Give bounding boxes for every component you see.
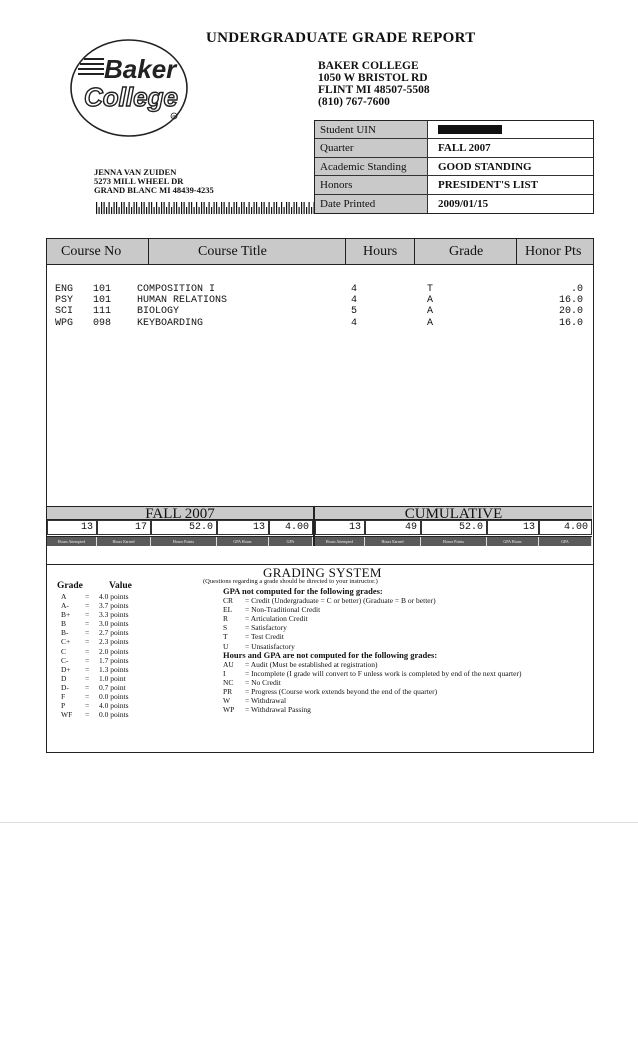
info-label: Honors xyxy=(315,176,428,193)
grade-scale-row xyxy=(57,692,177,701)
course-title: HUMAN RELATIONS xyxy=(137,295,228,307)
grade-value: 3.7 points xyxy=(99,601,129,611)
course-table xyxy=(46,238,594,565)
course-num: 098 xyxy=(93,317,112,329)
course-rows xyxy=(47,284,593,329)
student-address xyxy=(94,168,214,195)
grade-letter: P xyxy=(61,701,66,711)
grade-equals: = xyxy=(85,610,90,620)
grade-code-row xyxy=(223,614,583,623)
cum-gpa: 4.00 xyxy=(539,520,592,535)
grade-code-desc: = Articulation Credit xyxy=(245,614,308,624)
course-dept: SCI xyxy=(55,306,74,318)
grade-code-desc: = Test Credit xyxy=(245,632,284,642)
grade-letter: B- xyxy=(61,628,69,638)
term-totals-column-labels xyxy=(47,536,313,546)
col-label: GPA Hours xyxy=(217,537,269,546)
grade-equals: = xyxy=(85,601,90,611)
col-label: GPA xyxy=(269,537,313,546)
grade-equals: = xyxy=(85,664,90,674)
course-honor-pts: 20.0 xyxy=(558,306,583,318)
course-grade: A xyxy=(427,295,434,307)
grade-equals: = xyxy=(85,646,90,656)
college-name: BAKER COLLEGE xyxy=(318,60,419,72)
grade-code: I xyxy=(223,668,226,678)
grade-scale-row xyxy=(57,628,177,637)
grade-equals: = xyxy=(85,673,90,683)
grading-section-heading: GPA not computed for the following grades: xyxy=(223,586,383,596)
grading-section-heading: Hours and GPA are not computed for the following grades: xyxy=(223,649,438,660)
col-label: Honor Points xyxy=(151,537,217,546)
grade-code-desc: = Satisfactory xyxy=(245,623,287,633)
course-grade: A xyxy=(427,306,434,318)
grade-code-desc: = Credit (Undergraduate = C or better) (Graduate = B or better) xyxy=(245,596,436,606)
course-row xyxy=(47,295,593,306)
term-hours-earned: 17 xyxy=(97,520,151,535)
grade-scale-row xyxy=(57,710,177,719)
grade-equals: = xyxy=(85,619,90,629)
info-value: PRESIDENT'S LIST xyxy=(438,179,538,192)
header-grade: Grade xyxy=(449,244,484,259)
college-street: 1050 W BRISTOL RD xyxy=(318,72,428,84)
grade-scale xyxy=(57,592,177,719)
course-num: 111 xyxy=(93,306,112,318)
col-label: Hours Attempted xyxy=(47,537,97,546)
grade-code-desc: = Audit (Must be established at registration) xyxy=(245,659,378,669)
course-num: 101 xyxy=(93,284,112,295)
grade-scale-row xyxy=(57,701,177,710)
cum-hours-earned: 49 xyxy=(365,520,421,535)
grade-code: WP xyxy=(223,705,235,715)
grade-value: 0.7 point xyxy=(99,682,126,692)
cumulative-totals-column-labels xyxy=(315,536,592,546)
grade-code: W xyxy=(223,696,231,706)
grade-equals: = xyxy=(85,682,90,692)
grade-equals: = xyxy=(85,628,90,638)
grade-scale-row xyxy=(57,647,177,656)
course-num: 101 xyxy=(93,295,112,307)
header-course-title: Course Title xyxy=(198,244,267,259)
svg-text:R: R xyxy=(172,114,176,119)
info-value: GOOD STANDING xyxy=(438,160,532,173)
grade-letter: C xyxy=(61,646,67,656)
logo-word-baker: Baker xyxy=(104,54,177,84)
grade-value: 0.0 points xyxy=(99,710,129,720)
grade-code-row xyxy=(223,696,583,705)
info-row-honors xyxy=(315,176,593,194)
grade-code: R xyxy=(223,614,229,624)
term-hours-attempted: 13 xyxy=(47,520,97,535)
college-phone: (810) 767-7600 xyxy=(318,96,390,108)
grade-letter: B+ xyxy=(61,610,71,620)
course-grade: A xyxy=(427,317,434,329)
info-label: Quarter xyxy=(315,139,428,156)
grade-code-row xyxy=(223,687,583,696)
grade-code-desc: = Withdrawal xyxy=(245,696,287,706)
grade-letter: B xyxy=(61,619,67,629)
grade-code: NC xyxy=(223,677,234,687)
header-course-no: Course No xyxy=(61,244,122,259)
grade-code-desc: = No Credit xyxy=(245,677,281,687)
term-gpa-hours: 13 xyxy=(217,520,269,535)
grade-letter: A xyxy=(61,592,67,601)
grade-code-row xyxy=(223,632,583,641)
grade-code-desc: = Unsatisfactory xyxy=(245,641,295,651)
grade-scale-row xyxy=(57,683,177,692)
col-label: Hours Earned xyxy=(97,537,151,546)
grade-value: 1.3 points xyxy=(99,664,129,674)
cum-hours-attempted: 13 xyxy=(315,520,365,535)
course-title: COMPOSITION I xyxy=(137,284,216,295)
college-city: FLINT MI 48507-5508 xyxy=(318,84,430,96)
student-name: JENNA VAN ZUIDEN xyxy=(94,167,177,177)
grade-letter: WF xyxy=(61,710,73,720)
term-totals-label: FALL 2007 xyxy=(47,506,313,520)
grade-value: 0.0 points xyxy=(99,692,129,702)
col-label: GPA Hours xyxy=(487,537,539,546)
grade-equals: = xyxy=(85,655,90,665)
grade-value: 1.7 points xyxy=(99,655,129,665)
grade-letter: F xyxy=(61,692,66,702)
grade-letter: C- xyxy=(61,655,69,665)
grade-code-row xyxy=(223,678,583,687)
redaction-bar xyxy=(438,125,502,134)
grade-code-desc: = Withdrawal Passing xyxy=(245,705,311,715)
grade-scale-row xyxy=(57,592,177,601)
grading-title: GRADING SYSTEM xyxy=(263,565,382,580)
grade-value: 3.3 points xyxy=(99,610,129,620)
grade-code-row xyxy=(223,605,583,614)
grade-code: U xyxy=(223,641,229,651)
course-row xyxy=(47,284,593,295)
student-street: 5273 MILL WHEEL DR xyxy=(94,176,184,186)
grade-letter: C+ xyxy=(61,637,71,647)
term-totals xyxy=(47,520,313,535)
grade-value: 4.0 points xyxy=(99,592,129,601)
grade-code-row xyxy=(223,669,583,678)
grade-value: 2.7 points xyxy=(99,628,129,638)
cumulative-totals xyxy=(315,520,592,535)
course-hours: 4 xyxy=(351,295,358,307)
student-city: GRAND BLANC MI 48439-4235 xyxy=(94,185,214,195)
info-row-standing xyxy=(315,158,593,176)
grade-equals: = xyxy=(85,637,90,647)
term-gpa: 4.00 xyxy=(269,520,313,535)
grade-equals: = xyxy=(85,592,90,601)
cum-gpa-hours: 13 xyxy=(487,520,539,535)
grade-code-row xyxy=(223,705,583,714)
course-title: BIOLOGY xyxy=(137,306,180,318)
cum-honor-points: 52.0 xyxy=(421,520,487,535)
course-hours: 4 xyxy=(351,284,358,295)
grade-code-desc: = Non-Traditional Credit xyxy=(245,605,321,615)
course-hours: 4 xyxy=(351,317,358,329)
info-label: Academic Standing xyxy=(315,158,428,175)
info-value: 2009/01/15 xyxy=(438,197,489,210)
col-label: Hours Attempted xyxy=(315,537,365,546)
grade-value: 2.0 points xyxy=(99,646,129,656)
grade-letter: D+ xyxy=(61,664,71,674)
report-title: UNDERGRADUATE GRADE REPORT xyxy=(206,30,476,46)
grade-code-row xyxy=(223,596,583,605)
grade-value: 4.0 points xyxy=(99,701,129,711)
grade-letter: A- xyxy=(61,601,69,611)
col-label: Honor Points xyxy=(421,537,487,546)
info-row-quarter xyxy=(315,139,593,157)
grade-code: CR xyxy=(223,596,234,606)
grade-code: AU xyxy=(223,659,234,669)
course-grade: T xyxy=(427,284,434,295)
course-row xyxy=(47,306,593,317)
logo-word-college: College xyxy=(84,82,178,112)
grade-scale-row xyxy=(57,665,177,674)
course-row xyxy=(47,318,593,329)
grade-code-row xyxy=(223,623,583,632)
value-header: Value xyxy=(109,581,132,591)
course-table-header xyxy=(47,239,593,265)
grade-scale-row xyxy=(57,674,177,683)
grade-value: 3.0 points xyxy=(99,619,129,629)
grade-code-desc: = Incomplete (I grade will convert to F unless work is completed by end of the next quarter) xyxy=(245,668,522,678)
grade-letter: D- xyxy=(61,682,69,692)
col-label: GPA xyxy=(539,537,592,546)
course-honor-pts: 16.0 xyxy=(558,295,583,307)
grade-codes xyxy=(223,587,583,714)
info-label: Date Printed xyxy=(315,195,428,213)
header-hours: Hours xyxy=(363,244,398,259)
college-address xyxy=(318,60,430,108)
course-title: KEYBOARDING xyxy=(137,317,204,329)
info-value: FALL 2007 xyxy=(438,142,491,155)
header-honor-pts: Honor Pts xyxy=(525,244,582,259)
info-row-date-printed xyxy=(315,195,593,213)
course-dept: PSY xyxy=(55,295,74,307)
grading-subtitle: (Questions regarding a grade should be directed to your instructor.) xyxy=(203,578,378,585)
grade-value: 1.0 point xyxy=(99,673,126,683)
grade-code-desc: = Progress (Course work extends beyond the end of the quarter) xyxy=(245,687,438,697)
student-info-table xyxy=(314,120,594,214)
grade-scale-row xyxy=(57,601,177,610)
info-row-uin xyxy=(315,121,593,139)
grade-equals: = xyxy=(85,701,90,711)
grade-value: 2.3 points xyxy=(99,637,129,647)
col-label: Hours Earned xyxy=(365,537,421,546)
college-logo xyxy=(64,36,194,140)
cumulative-totals-label: CUMULATIVE xyxy=(315,506,592,520)
grade-code: EL xyxy=(223,605,233,615)
grade-code-row xyxy=(223,660,583,669)
course-hours: 5 xyxy=(351,306,358,318)
grade-code-row xyxy=(223,642,583,651)
grade-scale-row xyxy=(57,656,177,665)
grade-equals: = xyxy=(85,692,90,702)
grade-code: T xyxy=(223,632,228,642)
grading-system xyxy=(46,565,594,753)
term-honor-points: 52.0 xyxy=(151,520,217,535)
grade-scale-row xyxy=(57,637,177,646)
grade-code: S xyxy=(223,623,228,633)
totals-band xyxy=(47,506,593,546)
course-honor-pts: .0 xyxy=(570,284,583,295)
grade-equals: = xyxy=(85,710,90,720)
postal-barcode xyxy=(94,202,330,214)
info-value xyxy=(428,121,593,138)
grade-code: PR xyxy=(223,687,233,697)
course-dept: ENG xyxy=(55,284,74,295)
grade-header: Grade xyxy=(57,581,83,591)
grade-letter: D xyxy=(61,673,67,683)
info-label: Student UIN xyxy=(315,121,428,138)
course-honor-pts: 16.0 xyxy=(558,317,583,329)
course-dept: WPG xyxy=(55,317,74,329)
grade-scale-row xyxy=(57,619,177,628)
grade-scale-row xyxy=(57,610,177,619)
